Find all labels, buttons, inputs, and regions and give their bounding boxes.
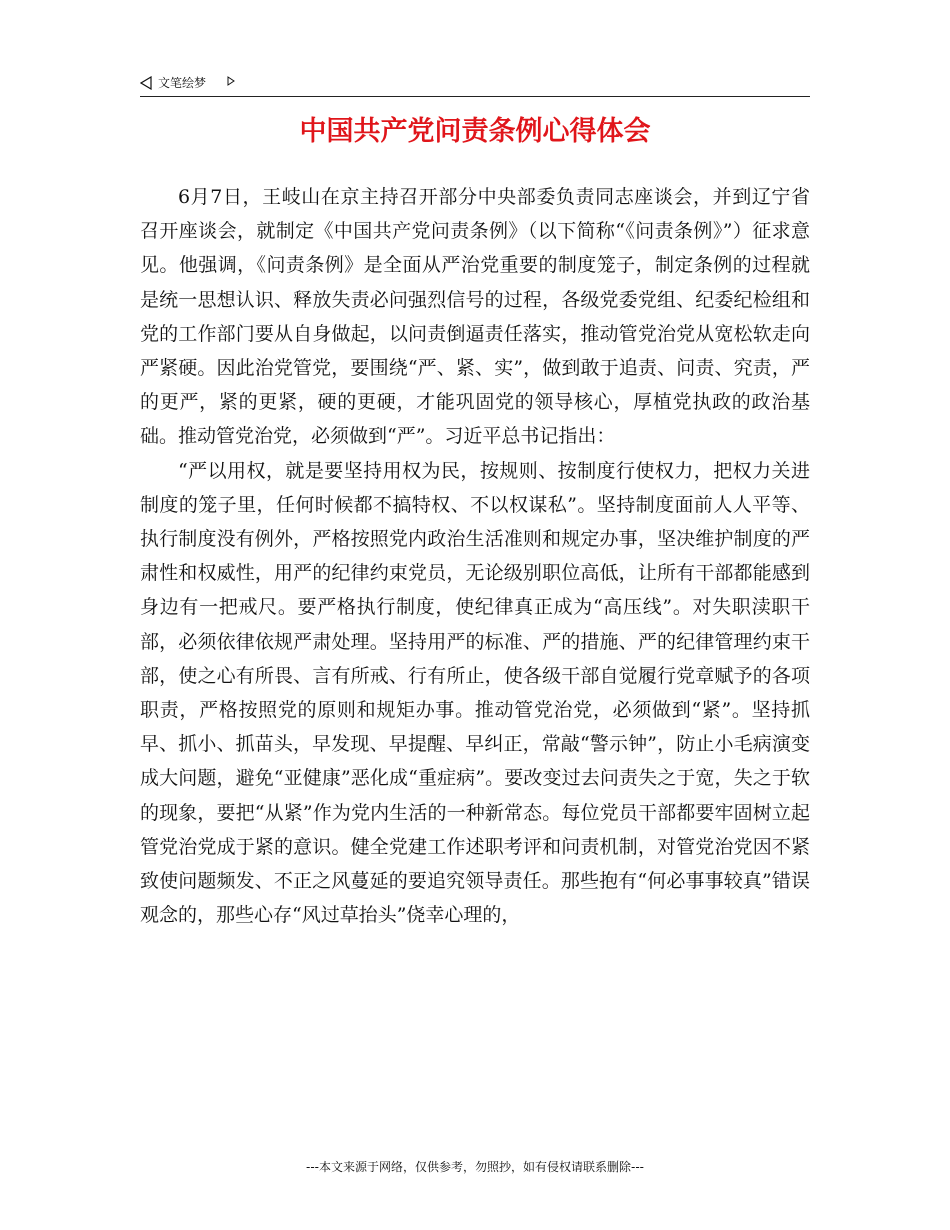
body-paragraph: “严以用权，就是要坚持用权为民，按规则、按制度行使权力，把权力关进制度的笼子里，任何时候都不搞特权、不以权谋私”。坚持制度面前人人平等、执行制度没有例外，严格按照党内政治生活准则和规定办事，坚决维护制度的严肃性和权威性，用严的纪律约束党员，无论级别职位高低，让所有干部都能感到身边有一把戒尺。要严格执行制度，使纪律真正成为“高压线”。对失职渎职干部，必须依律依规严肃处理。坚持用严的标准、严的措施、严的纪律管理约束干部，使之心有所畏、言有所戒、行有所止，使各级干部自觉履行党章赋予的各项职责，严格按照党的原则和规矩办事。推动管党治党，必须做到“紧”。坚持抓早、抓小、抓苗头，早发现、早提醒、早纠正，常敲“警示钟”，防止小毛病演变成大问题，避免“亚健康”恶化成“重症病”。要改变过去问责失之于宽，失之于软的现象，要把“从紧”作为党内生活的一种新常态。每位党员干部都要牢固树立起管党治党成于紧的意识。健全党建工作述职考评和问责机制，对管党治党因不紧致使问题频发、不正之风蔓延的要追究领导责任。那些抱有“何必事事较真”错误观念的，那些心存“风过草抬头”侥幸心理的， bbox=[140, 459, 810, 927]
triangle-right-icon bbox=[227, 76, 235, 86]
page-header bbox=[140, 72, 810, 97]
header-brand: 文笔绘梦 bbox=[158, 76, 207, 90]
footer-disclaimer: ---本文来源于网络，仅供参考，勿照抄，如有侵权请联系删除--- bbox=[306, 1160, 644, 1174]
triangle-left-icon bbox=[140, 76, 152, 90]
document-title: 中国共产党问责条例心得体会 bbox=[299, 116, 651, 147]
body-paragraph: 6月7日，王岐山在京主持召开部分中央部委负责同志座谈会，并到辽宁省召开座谈会，就制定《中国共产党问责条例》（以下简称“《问责条例》”）征求意见。他强调，《问责条例》是全面从严治党重要的制度笼子，制定条例的过程就是统一思想认识、释放失责必问强烈信号的过程，各级党委党组、纪委纪检组和党的工作部门要从自身做起，以问责倒逼责任落实，推动管党治党从宽松软走向严紧硬。因此治党管党，要围绕“严、紧、实”，做到敢于追责、问责、究责，严的更严，紧的更紧，硬的更硬，才能巩固党的领导核心，厚植党执政的政治基础。推动管党治党，必须做到“严”。习近平总书记指出： bbox=[140, 186, 810, 448]
document-body bbox=[140, 180, 810, 932]
